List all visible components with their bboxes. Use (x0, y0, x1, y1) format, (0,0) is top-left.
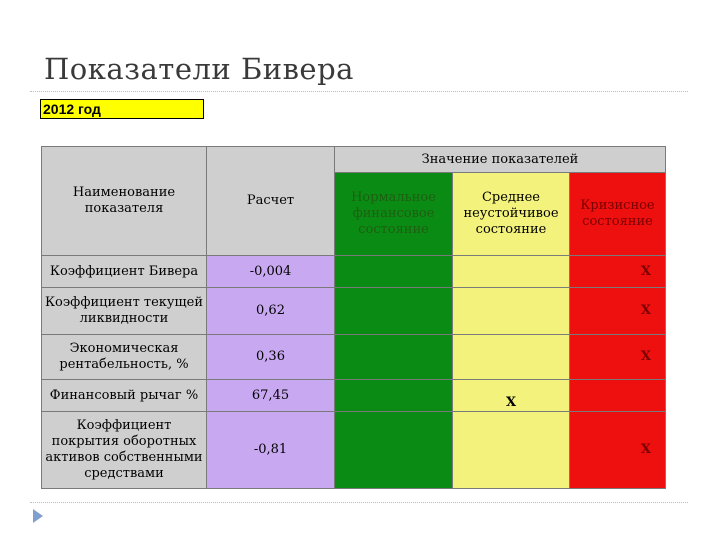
normal-cell (335, 380, 453, 412)
crisis-mark: X (570, 288, 666, 335)
medium-cell (453, 335, 570, 380)
title-divider (30, 91, 688, 92)
normal-cell (335, 412, 453, 489)
header-calc: Расчет (207, 147, 335, 256)
indicator-name: Коэффициент текущей ликвидности (42, 288, 207, 335)
medium-cell (453, 288, 570, 335)
table-row (42, 256, 666, 288)
indicator-value: -0,004 (207, 256, 335, 288)
indicator-value: 0,36 (207, 335, 335, 380)
normal-cell (335, 335, 453, 380)
medium-cell (453, 256, 570, 288)
header-medium: Среднее неустойчивое состояние (453, 173, 570, 256)
indicator-value: -0,81 (207, 412, 335, 489)
normal-cell (335, 256, 453, 288)
normal-cell (335, 288, 453, 335)
slide-title: Показатели Бивера (44, 52, 354, 86)
crisis-cell (570, 380, 666, 412)
table-row (42, 288, 666, 335)
beaver-indicators-table (41, 146, 666, 489)
group-header-row (42, 147, 666, 173)
crisis-mark: X (570, 256, 666, 288)
medium-cell (453, 412, 570, 489)
indicator-name: Экономическая рентабельность, % (42, 335, 207, 380)
indicator-name: Финансовый рычаг % (42, 380, 207, 412)
indicator-name: Коэффициент покрытия оборотных активов собственными средствами (42, 412, 207, 489)
table-row (42, 380, 666, 412)
header-values-group: Значение показателей (335, 147, 666, 173)
year-label: 2012 год (40, 99, 204, 119)
medium-mark: X (453, 380, 570, 412)
crisis-mark: X (570, 335, 666, 380)
indicator-name: Коэффициент Бивера (42, 256, 207, 288)
header-name: Наименование показателя (42, 147, 207, 256)
header-crisis: Кризисное состояние (570, 173, 666, 256)
indicator-value: 0,62 (207, 288, 335, 335)
footer-divider (30, 502, 688, 503)
indicator-value: 67,45 (207, 380, 335, 412)
triangle-bullet-icon (33, 509, 43, 523)
table-row (42, 412, 666, 489)
table-row (42, 335, 666, 380)
header-normal: Нормальное финансовое состояние (335, 173, 453, 256)
crisis-mark: X (570, 412, 666, 489)
